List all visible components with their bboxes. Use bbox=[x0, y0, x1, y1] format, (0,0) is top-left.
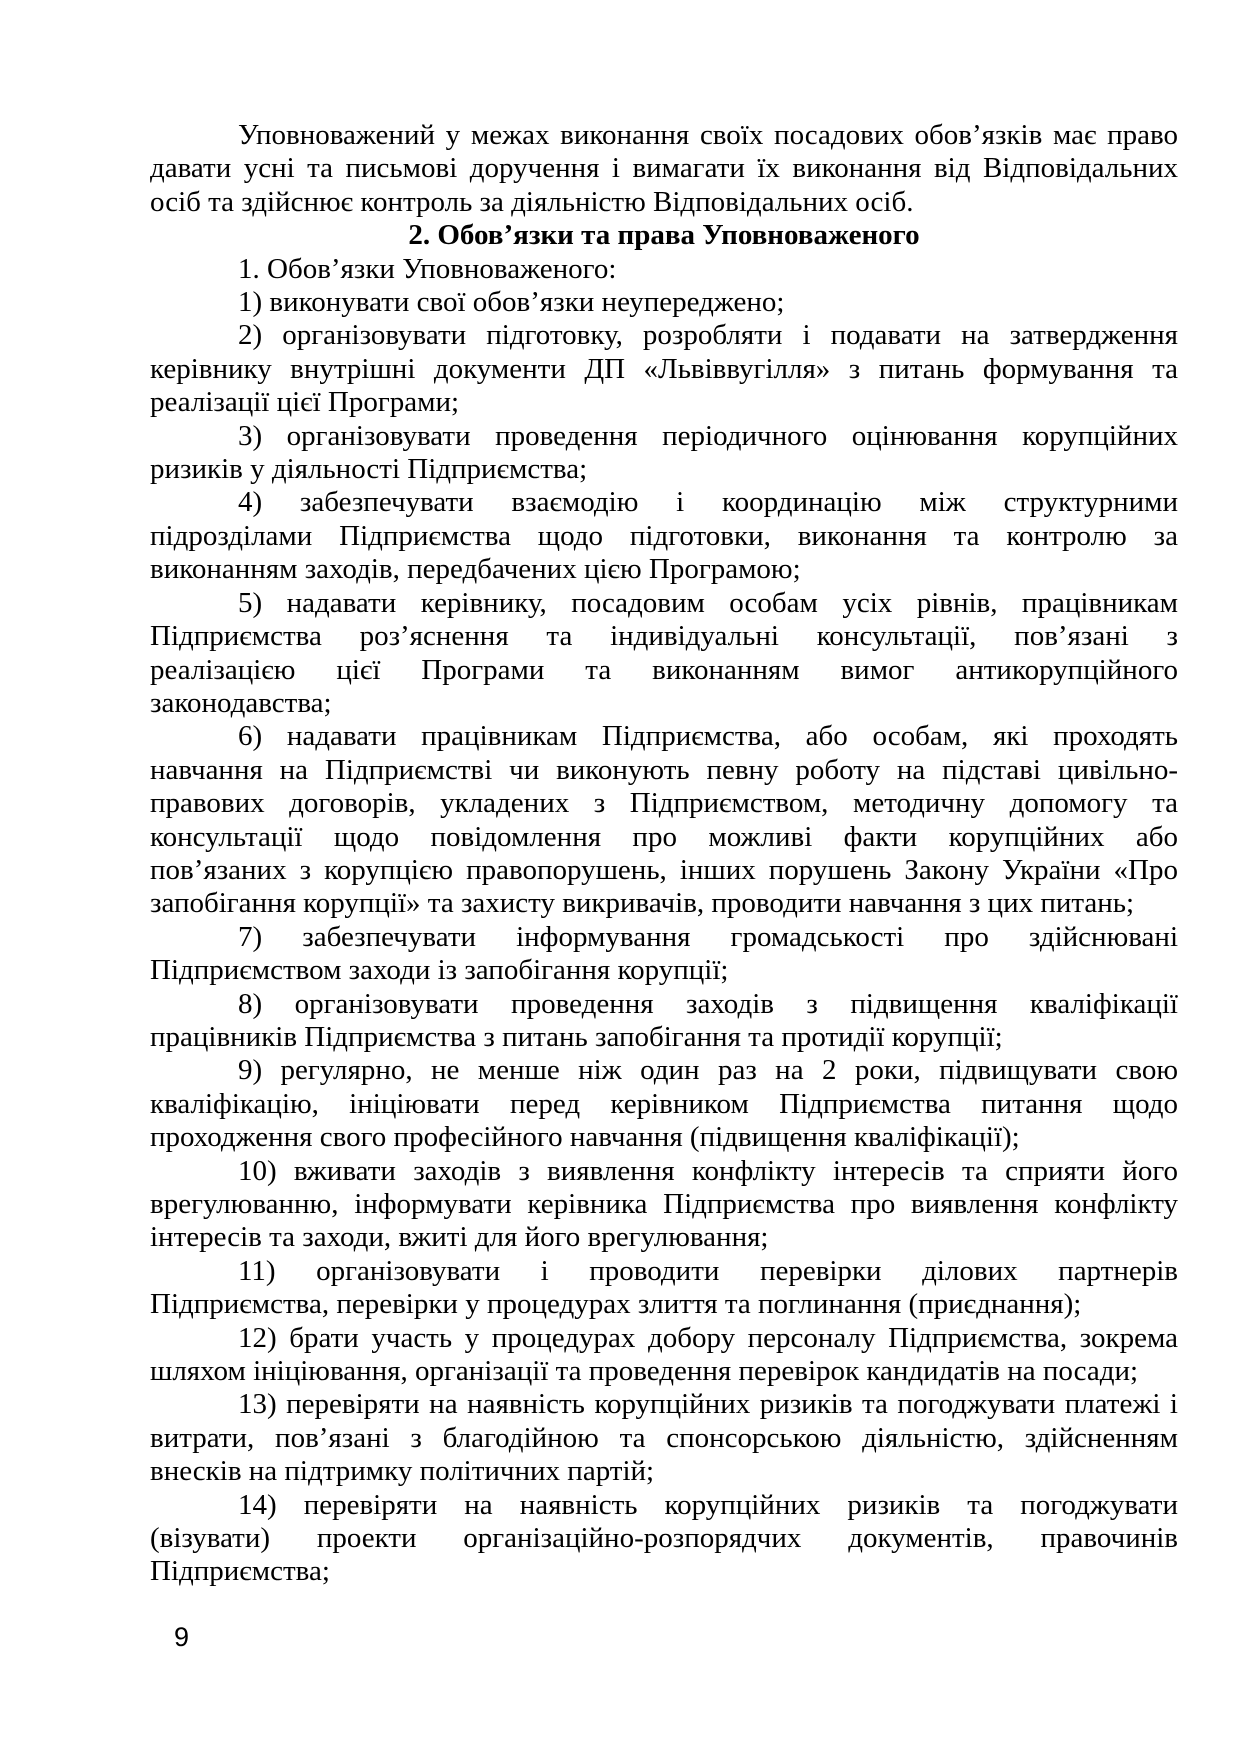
paragraph bbox=[150, 119, 1178, 219]
text-line: 13) перевіряти на наявність корупційних ризиків та погоджувати платежі і bbox=[238, 1388, 1178, 1421]
paragraph bbox=[150, 1155, 1178, 1255]
text-line: Уповноважений у межах виконання своїх посадових обов’язків має право bbox=[238, 119, 1178, 151]
text-line: 3) організовувати проведення періодичного оцінювання корупційних bbox=[238, 419, 1178, 452]
text-line: запобігання корупції» та захисту викривачів, проводити навчання з цих питань; bbox=[150, 887, 1135, 920]
text-line: врегулюванню, інформувати керівника Підприємства про виявлення конфлікту bbox=[150, 1188, 1178, 1220]
text-line: реалізації цієї Програми; bbox=[150, 386, 460, 419]
text-line: працівників Підприємства з питань запобігання та протидії корупції; bbox=[150, 1020, 1003, 1053]
text-line: 10) вживати заходів з виявлення конфлікту інтересів та сприяти його bbox=[238, 1154, 1178, 1187]
text-line: 14) перевіряти на наявність корупційних ризиків та погоджувати bbox=[238, 1488, 1178, 1521]
paragraph bbox=[150, 1255, 1178, 1322]
paragraph bbox=[150, 319, 1178, 419]
text-line: 7) забезпечувати інформування громадськості про здійснювані bbox=[238, 920, 1178, 953]
paragraph bbox=[150, 587, 1178, 721]
text-line: 1. Обов’язки Уповноваженого: bbox=[238, 252, 617, 285]
text-line: 2) організовувати підготовку, розробляти і подавати на затвердження bbox=[238, 319, 1178, 352]
text-line: Підприємством заходи із запобігання корупції; bbox=[150, 954, 729, 987]
paragraph bbox=[150, 1054, 1178, 1154]
paragraph bbox=[150, 988, 1178, 1055]
text-line: давати усні та письмові доручення і вимагати їх виконання від Відповідальних bbox=[150, 152, 1178, 185]
text-line: виконанням заходів, передбачених цією Програмою; bbox=[150, 553, 801, 586]
text-line: 5) надавати керівнику, посадовим особам усіх рівнів, працівникам bbox=[238, 586, 1178, 619]
paragraph bbox=[150, 486, 1178, 586]
text-line: Підприємства, перевірки у процедурах злиття та поглинання (приєднання); bbox=[150, 1288, 1082, 1321]
text-line: Підприємства роз’яснення та індивідуальні консультації, пов’язані з bbox=[150, 620, 1178, 653]
text-line: пов’язаних з корупцією правопорушень, інших порушень Закону України «Про bbox=[150, 853, 1178, 886]
text-line: 12) брати участь у процедурах добору персоналу Підприємства, зокрема bbox=[238, 1321, 1178, 1354]
paragraph bbox=[150, 1388, 1178, 1488]
paragraph bbox=[150, 921, 1178, 988]
text-line: 11) організовувати і проводити перевірки ділових партнерів bbox=[238, 1254, 1178, 1287]
text-line: ризиків у діяльності Підприємства; bbox=[150, 453, 588, 486]
document-body bbox=[150, 119, 1178, 1589]
text-line: внесків на підтримку політичних партій; bbox=[150, 1455, 655, 1488]
text-line: кваліфікацію, ініціювати перед керівником Підприємства питання щодо bbox=[150, 1087, 1178, 1120]
paragraph bbox=[150, 1489, 1178, 1589]
text-line: консультації щодо повідомлення про можливі факти корупційних або bbox=[150, 820, 1178, 853]
text-line: навчання на Підприємстві чи виконують певну роботу на підставі цивільно- bbox=[150, 753, 1178, 786]
text-line: 1) виконувати свої обов’язки неупереджено; bbox=[238, 286, 785, 319]
text-line: витрати, пов’язані з благодійною та спонсорською діяльністю, здійсненням bbox=[150, 1421, 1178, 1454]
text-line: інтересів та заходи, вжиті для його врегулювання; bbox=[150, 1221, 769, 1254]
section-heading: 2. Обов’язки та права Уповноваженого bbox=[408, 219, 920, 252]
paragraph bbox=[150, 253, 1178, 286]
paragraph bbox=[150, 420, 1178, 487]
text-line: (візувати) проекти організаційно-розпорядчих документів, правочинів bbox=[150, 1522, 1178, 1555]
text-line: правових договорів, укладених з Підприємством, методичну допомогу та bbox=[150, 787, 1178, 820]
paragraph bbox=[150, 1322, 1178, 1389]
text-line: реалізацією цієї Програми та виконанням вимог антикорупційного bbox=[150, 653, 1178, 686]
paragraph bbox=[150, 286, 1178, 319]
text-line: законодавства; bbox=[150, 686, 332, 719]
text-line: Підприємства; bbox=[150, 1555, 330, 1588]
text-line: 6) надавати працівникам Підприємства, або особам, які проходять bbox=[238, 720, 1178, 753]
text-line: проходження свого професійного навчання (підвищення кваліфікації); bbox=[150, 1121, 1020, 1154]
text-line: 9) регулярно, не менше ніж один раз на 2 роки, підвищувати свою bbox=[238, 1054, 1178, 1087]
text-line: 8) організовувати проведення заходів з підвищення кваліфікації bbox=[238, 987, 1178, 1020]
text-line: підрозділами Підприємства щодо підготовки, виконання та контролю за bbox=[150, 519, 1178, 552]
text-line: керівнику внутрішні документи ДП «Львіввугілля» з питань формування та bbox=[150, 352, 1178, 385]
paragraph bbox=[150, 720, 1178, 920]
page-number: 9 bbox=[174, 1622, 190, 1652]
text-line: 4) забезпечувати взаємодію і координацію між структурними bbox=[238, 486, 1178, 519]
text-line: шляхом ініціювання, організації та проведення перевірок кандидатів на посади; bbox=[150, 1355, 1139, 1388]
text-line: осіб та здійснює контроль за діяльністю Відповідальних осіб. bbox=[150, 185, 914, 218]
